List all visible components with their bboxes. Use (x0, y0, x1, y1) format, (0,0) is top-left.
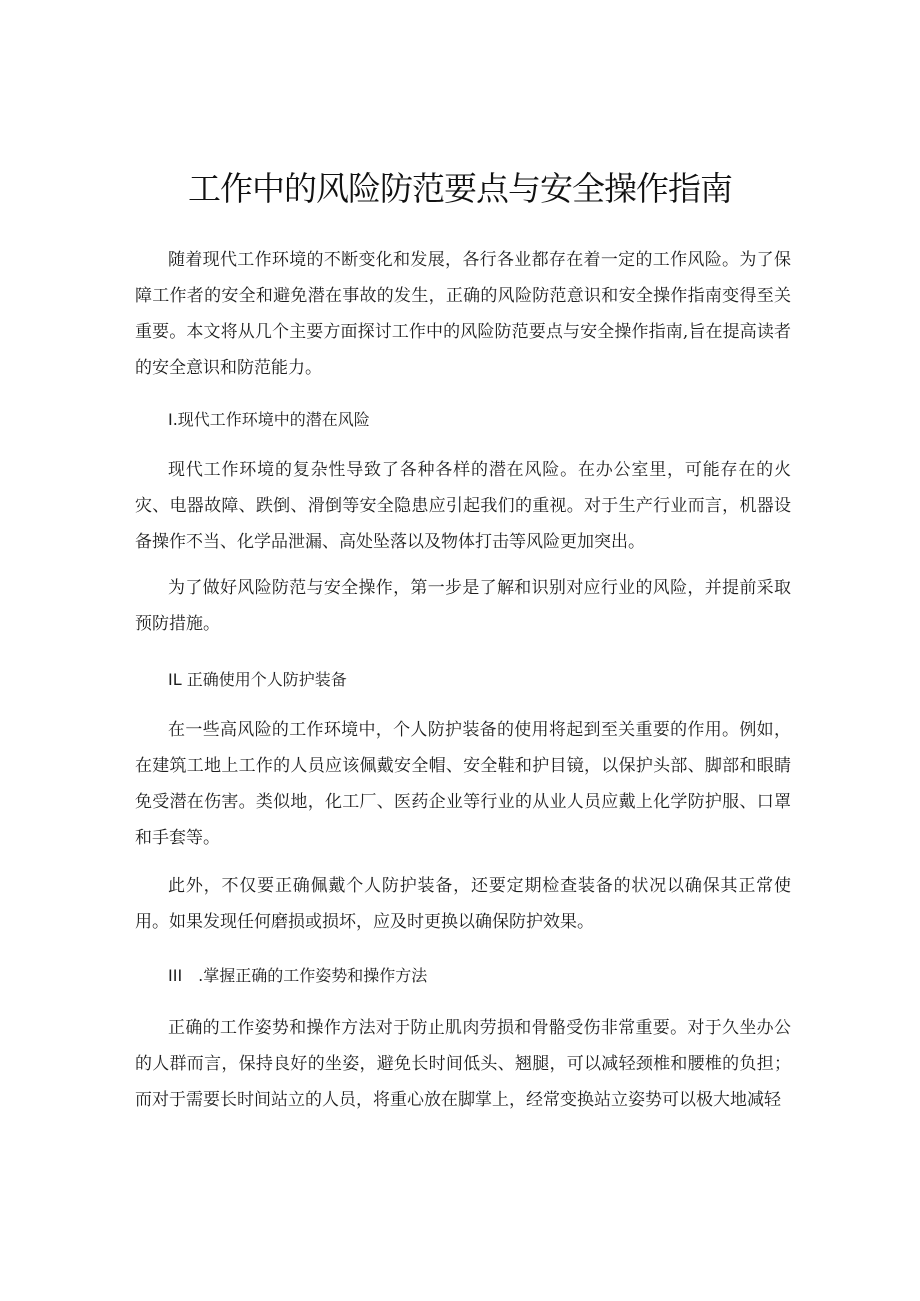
section-2-heading: IL 正确使用个人防护装备 (168, 670, 347, 689)
intro-paragraph: 随着现代工作环境的不断变化和发展，各行各业都存在着一定的工作风险。为了保障工作者的安全和避免潜在事故的发生，正确的风险防范意识和安全操作指南变得至关重要。本文将从几个主要方面探讨工作中的风险防范要点与安全操作指南,旨在提高读者的安全意识和防范能力。 (135, 250, 791, 378)
section-3-heading: III .掌握正确的工作姿势和操作方法 (168, 966, 428, 985)
section-2-paragraph-2: 此外，不仅要正确佩戴个人防护装备，还要定期检查装备的状况以确保其正常使用。如果发现任何磨损或损坏，应及时更换以确保防护效果。 (135, 876, 791, 932)
section-1-paragraph-1: 现代工作环境的复杂性导致了各种各样的潜在风险。在办公室里，可能存在的火灾、电器故障、跌倒、滑倒等安全隐患应引起我们的重视。对于生产行业而言，机器设备操作不当、化学品泄漏、高处坠落以及物体打击等风险更加突出。 (135, 460, 791, 552)
section-1-paragraph-2: 为了做好风险防范与安全操作，第一步是了解和识别对应行业的风险，并提前采取预防措施。 (135, 578, 791, 634)
section-1-heading: I.现代工作环境中的潜在风险 (168, 410, 370, 429)
section-3-paragraph-1: 正确的工作姿势和操作方法对于防止肌肉劳损和骨骼受伤非常重要。对于久坐办公的人群而言，保持良好的坐姿，避免长时间低头、翘腿，可以减轻颈椎和腰椎的负担；而对于需要长时间站立的人员，将重心放在脚掌上，经常变换站立姿势可以极大地减轻 (135, 1018, 791, 1110)
section-2-paragraph-1: 在一些高风险的工作环境中，个人防护装备的使用将起到至关重要的作用。例如，在建筑工地上工作的人员应该佩戴安全帽、安全鞋和护目镜，以保护头部、脚部和眼睛免受潜在伤害。类似地，化工厂、医药企业等行业的从业人员应戴上化学防护服、口罩和手套等。 (135, 720, 791, 848)
document-title: 工作中的风险防范要点与安全操作指南 (188, 169, 732, 208)
